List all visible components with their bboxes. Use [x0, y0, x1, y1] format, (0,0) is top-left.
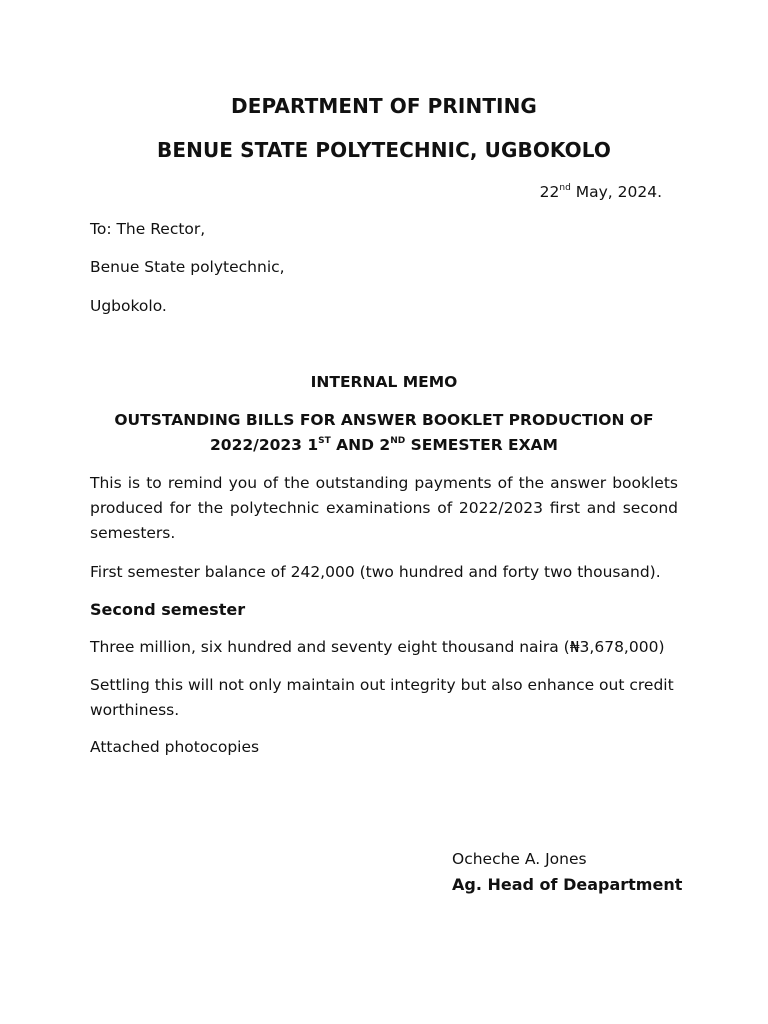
memo-title: INTERNAL MEMO: [310, 373, 458, 391]
subject-part-1: OUTSTANDING BILLS FOR ANSWER BOOKLET PRODUCTION OF 2022/2023 1: [114, 411, 654, 454]
paragraph-first-semester: First semester balance of 242,000 (two hundred and forty two thousand).: [90, 563, 661, 581]
date-rest: May, 2024.: [570, 183, 662, 201]
department-heading: DEPARTMENT OF PRINTING: [231, 94, 537, 118]
institution-heading: BENUE STATE POLYTECHNIC, UGBOKOLO: [157, 138, 611, 162]
subject-sup-2: ND: [390, 435, 406, 446]
signatory-name: Ocheche A. Jones: [452, 850, 587, 868]
memo-subject: [90, 408, 678, 458]
date-day: 22: [539, 183, 560, 201]
recipient-line-3: Ugbokolo.: [90, 297, 167, 315]
subject-sup-1: ST: [318, 435, 331, 446]
paragraph-settling: Settling this will not only maintain out integrity but also enhance out credit worthiness.: [90, 676, 674, 719]
memo-date: [540, 183, 662, 201]
recipient-line-1: To: The Rector,: [90, 220, 206, 238]
second-semester-heading: Second semester: [90, 600, 246, 619]
subject-part-2: AND 2: [330, 436, 391, 454]
recipient-line-2: Benue State polytechnic,: [90, 258, 285, 276]
signatory-title: Ag. Head of Deapartment: [452, 875, 683, 894]
paragraph-reminder: This is to remind you of the outstanding payments of the answer booklets produced for the polytechnic examinations of 2022/2023 first and second semesters.: [90, 474, 678, 542]
paragraph-attachments: Attached photocopies: [90, 738, 260, 756]
date-day-suffix: nd: [559, 182, 571, 193]
paragraph-second-semester-amount: Three million, six hundred and seventy eight thousand naira (₦3,678,000): [90, 638, 665, 656]
subject-part-3: SEMESTER EXAM: [405, 436, 558, 454]
